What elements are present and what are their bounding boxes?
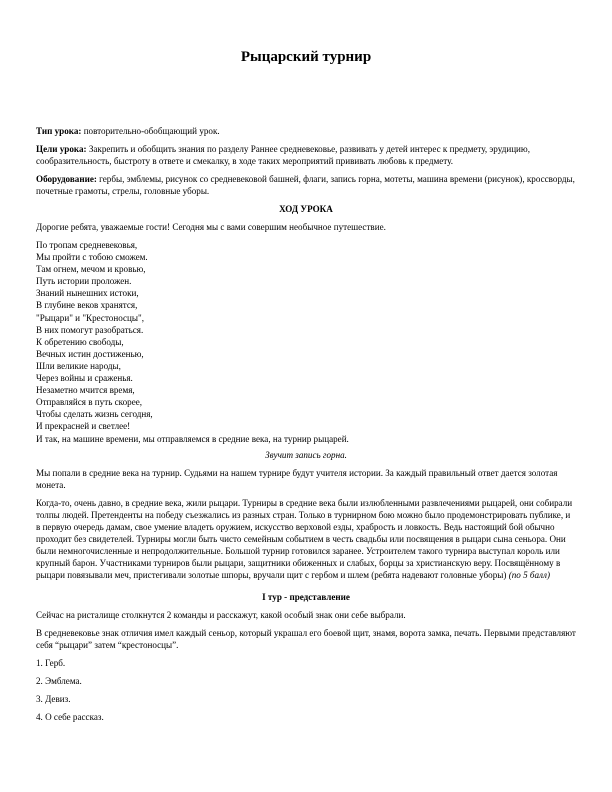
poem-line: Путь истории проложен. xyxy=(36,276,132,287)
lesson-goals-text: Закрепить и обобщить знания по разделу Раннее средневековье, развивать у детей интерес к предмету, эрудицию, сообразительность, быстроту в ответе и смекалку, в ходе таких мероприятий прививать любовь к предмету. xyxy=(36,144,530,166)
equipment-paragraph xyxy=(36,173,576,197)
list-item: 1. Герб. xyxy=(36,657,66,668)
list-item: 4. О себе рассказ. xyxy=(36,711,104,722)
equipment-text: гербы, эмблемы, рисунок со средневековой башней, флаги, запись горна, мотеты, машина времени (рисунок), кроссворды, почетные грамоты, стрелы, головные уборы. xyxy=(36,174,575,196)
round1-text: В средневековье знак отличия имел каждый сеньор, который украшал его боевой щит, знамя, ворота замка, печать. Первыми представляют себя “рыцари” затем “крестоносцы”. xyxy=(36,627,576,650)
poem-line: К обретению свободы, xyxy=(36,336,124,347)
poem-line: В них помогут разобраться. xyxy=(36,324,144,335)
equipment-label: Оборудование: xyxy=(36,174,97,184)
lesson-goals-paragraph xyxy=(36,143,576,167)
horn-note: Звучит запись горна. xyxy=(265,449,347,460)
list-item: 2. Эмблема. xyxy=(36,675,82,686)
poem-line: Отправляйся в путь скорее, xyxy=(36,397,143,408)
course-heading: ХОД УРОКА xyxy=(279,204,333,214)
page-title: Рыцарский турнир xyxy=(240,49,372,65)
lesson-goals-label: Цели урока: xyxy=(36,144,87,154)
poem-line: Мы пройти с тобою сможем. xyxy=(36,252,148,263)
lesson-type-text: повторительно-обобщающий урок. xyxy=(81,126,220,136)
poem-line: По тропам средневековья, xyxy=(36,240,138,250)
poem-line: Там огнем, мечом и кровью, xyxy=(36,264,146,275)
history-paragraph xyxy=(36,497,576,581)
round1-intro: Сейчас на ристалище столкнутся 2 команды и расскажут, какой особый знак они себе выбрали. xyxy=(36,609,406,620)
lesson-type-paragraph xyxy=(36,125,576,137)
poem-line: И так, на машине времени, мы отправляемся в средние века, на турнир рыцарей. xyxy=(36,433,349,444)
poem-line: Чтобы сделать жизнь сегодня, xyxy=(36,409,153,420)
list-item: 3. Девиз. xyxy=(36,693,71,704)
poem-line: И прекрасней и светлее! xyxy=(36,421,131,432)
document-body xyxy=(36,125,576,729)
poem-line: "Рыцари" и "Крестоносцы", xyxy=(36,312,144,323)
poem-line: Знаний нынешних истоки, xyxy=(36,288,139,299)
poem-line: В глубине веков хранятся, xyxy=(36,300,138,311)
poem xyxy=(36,239,576,445)
poem-line: Незаметно мчится время, xyxy=(36,385,135,396)
round1-heading: I тур - представление xyxy=(262,591,350,602)
history-text: Когда-то, очень давно, в средние века, жили рыцари. Турниры в средние века были излюбленными развлечениями рыцарей, они собирали толпы людей. Претенденты на победу съезжались из разных стран. Только в турнирном бою можно было продемонстрировать публике, и в первую очередь дамам, свое умение владеть оружием, искусство верховой езды, храбрость и ловкость. Ведь настоящий бой обычно проходит без свидетелей. Турниры могли быть чисто семейным событием в честь свадьбы или посвящения в рыцари сына сеньора. Они были немногочисленные и непродолжительные. Большой турнир готовился заранее. Устроителем такого турнира выступал король или крупный барон. Участниками турниров были рыцари, защитники обиженных и слабых, борцы за христианскую веру. Посвящённому в рыцари повязывали меч, пристегивали золотые шпоры, вручали щит с гербом и шлем (ребята надевают головные уборы) xyxy=(36,497,573,580)
poem-line: Шли великие народы, xyxy=(36,360,121,371)
poem-line: Через войны и сраженья. xyxy=(36,373,133,384)
history-score: (по 5 балл) xyxy=(508,569,550,580)
lesson-type-label: Тип урока: xyxy=(36,126,82,136)
greeting-paragraph: Дорогие ребята, уважаемые гости! Сегодня мы с вами совершим необычное путешествие. xyxy=(36,222,386,232)
tournament-intro: Мы попали в средние века на турнир. Судьями на нашем турнире будут учителя истории. За каждый правильный ответ дается золотая монета. xyxy=(36,467,558,490)
poem-line: Вечных истин достиженью, xyxy=(36,348,144,359)
